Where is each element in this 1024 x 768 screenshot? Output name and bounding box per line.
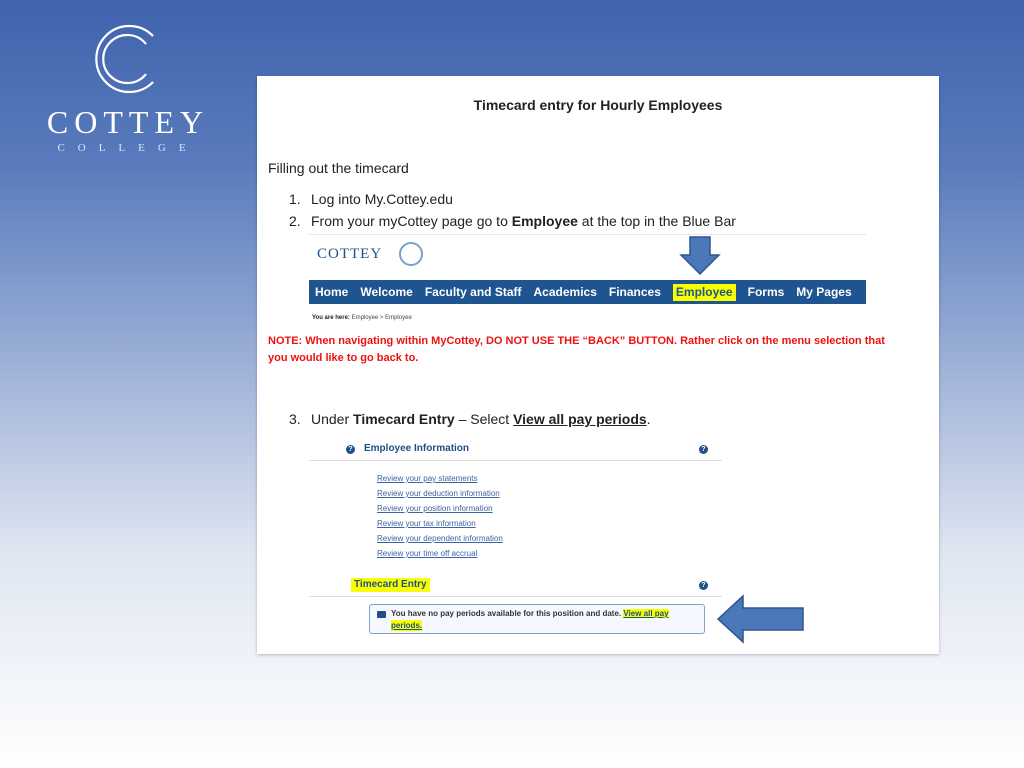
help-icon[interactable]: ? <box>699 445 708 454</box>
link-pay-statements[interactable]: Review your pay statements <box>377 474 478 483</box>
step-1 <box>289 191 453 207</box>
employee-information-header: Employee Information <box>364 443 470 454</box>
breadcrumb <box>312 315 412 321</box>
mycottey-portal-screenshot <box>309 236 866 324</box>
nav-academics[interactable]: Academics <box>533 285 597 299</box>
divider <box>309 596 722 597</box>
step-bold-timecard-entry: Timecard Entry <box>353 411 455 427</box>
cottey-c-logo-icon <box>91 22 165 96</box>
employee-links-list <box>377 471 503 561</box>
message-line-1 <box>391 608 669 619</box>
document-title: Timecard entry for Hourly Employees <box>473 97 723 113</box>
step-text-end: at the top in the Blue Bar <box>577 213 736 229</box>
instruction-document <box>257 76 939 654</box>
portal-brand: COTTEY <box>317 246 383 262</box>
view-all-pay-periods-link-continued[interactable]: periods. <box>391 621 423 630</box>
note-line-2: you would like to go back to. <box>268 352 419 364</box>
step-link-view-all-pay-periods: View all pay periods <box>513 411 647 427</box>
link-time-off-accrual[interactable]: Review your time off accrual <box>377 549 478 558</box>
step-number: 1. <box>289 191 301 207</box>
note-line-1: NOTE: When navigating within MyCottey, DO NOT USE THE “BACK” BUTTON. Rather click on the menu selection that <box>268 335 885 347</box>
nav-employee[interactable]: Employee <box>673 284 736 301</box>
link-position-information[interactable]: Review your position information <box>377 504 493 513</box>
step-bold-employee: Employee <box>511 213 578 229</box>
timecard-entry-header: Timecard Entry <box>351 578 430 592</box>
logo-subtitle: COLLEGE <box>57 142 199 154</box>
no-pay-periods-message <box>369 604 705 634</box>
logo-wordmark: COTTEY <box>46 104 210 140</box>
portal-nav-bar <box>309 280 866 304</box>
link-deduction-information[interactable]: Review your deduction information <box>377 489 500 498</box>
note-warning <box>268 333 918 367</box>
nav-home[interactable]: Home <box>315 285 349 299</box>
help-icon[interactable]: ? <box>346 445 355 454</box>
college-seal-icon <box>399 242 423 266</box>
step-text: From your myCottey page go to <box>311 213 512 229</box>
left-arrow-icon <box>716 594 806 644</box>
step-text-mid: – Select <box>454 411 514 427</box>
nav-welcome[interactable]: Welcome <box>360 285 413 299</box>
section-heading: Filling out the timecard <box>268 160 409 176</box>
message-icon <box>377 611 386 618</box>
step-text-end: . <box>646 411 651 427</box>
step-3 <box>289 411 651 427</box>
breadcrumb-path: Employee > Employee <box>351 315 412 321</box>
nav-my-pages[interactable]: My Pages <box>796 285 852 299</box>
down-arrow-icon <box>679 236 721 276</box>
step-number: 2. <box>289 213 301 229</box>
cottey-logo <box>40 22 216 158</box>
step-2 <box>289 213 736 229</box>
link-dependent-information[interactable]: Review your dependent information <box>377 534 503 543</box>
divider <box>309 460 722 461</box>
nav-forms[interactable]: Forms <box>747 285 785 299</box>
employee-information-screenshot <box>309 438 722 634</box>
step-number: 3. <box>289 411 301 427</box>
help-icon[interactable]: ? <box>699 581 708 590</box>
step-text: Under <box>311 411 354 427</box>
message-text: You have no pay periods available for this position and date. <box>391 609 622 618</box>
nav-faculty-and-staff[interactable]: Faculty and Staff <box>424 285 522 299</box>
breadcrumb-label: You are here: <box>312 315 350 321</box>
nav-finances[interactable]: Finances <box>608 285 661 299</box>
view-all-pay-periods-link[interactable]: View all pay <box>623 609 669 618</box>
step-text: Log into My.Cottey.edu <box>311 191 453 207</box>
divider <box>309 234 866 235</box>
link-tax-information[interactable]: Review your tax information <box>377 519 476 528</box>
